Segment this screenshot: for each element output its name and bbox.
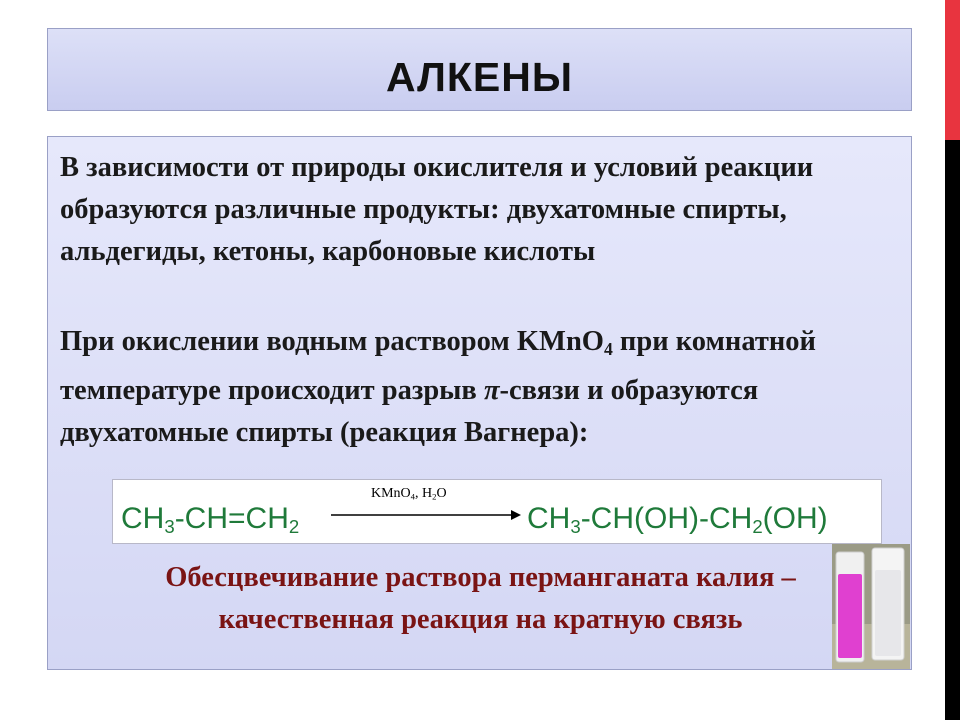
- qualitative-reaction-note: [48, 557, 913, 641]
- reactant-propene: $CH_3-CH=CH_2$: [121, 502, 300, 538]
- paragraph-wagner-reaction: [60, 321, 900, 454]
- title-box: [47, 28, 912, 111]
- paragraph-text-2: при комнатной температуре происходит разрыв: [60, 326, 816, 406]
- subscript: 4: [603, 338, 613, 359]
- slide-title: АЛКЕНЫ: [386, 54, 573, 100]
- pi-symbol: π: [483, 374, 500, 406]
- test-tubes-photo: [832, 544, 910, 669]
- note-line-2: качественная реакция на кратную связь: [218, 604, 743, 635]
- paragraph-oxidation-products: В зависимости от природы окислителя и условий реакции образуются различные продукты: двухатомные спирты, альдегиды, кетоны, карбоновые кислоты: [60, 152, 814, 267]
- paragraph-text-1: При окислении водным раствором KMnO: [60, 326, 604, 357]
- reaction-equation: [112, 479, 882, 544]
- right-accent-bar-red: [945, 0, 960, 140]
- product-diol: $CH_3-CH(OH)-CH_2(OH)$: [527, 502, 828, 538]
- reaction-arrow-icon: [331, 508, 521, 522]
- reaction-conditions: KMnO$_4$, $H_2O$: [371, 486, 447, 502]
- paragraph-text-3: -связи и образуются двухатомные спирты (реакция Вагнера):: [60, 374, 759, 448]
- content-box: [47, 136, 912, 670]
- note-line-1: Обесцвечивание раствора перманганата калия –: [165, 562, 796, 593]
